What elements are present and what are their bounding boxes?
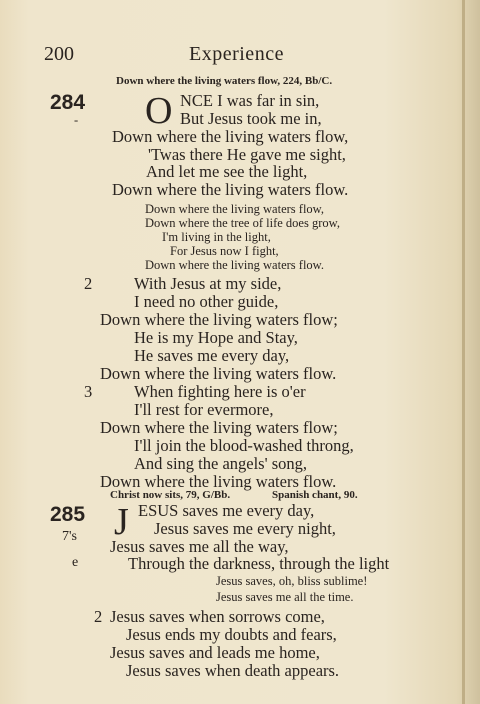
hymn-285-refrain-line2: Jesus saves me all the time. [216,590,354,604]
hymn-285-verse1-line1: ESUS saves me every day, [138,501,315,520]
hymn-285-drop-cap: J [114,501,129,543]
hymn-285-meter: 7's [62,529,77,544]
hymn-284-dash: - [74,113,79,127]
hymn-285-verse2-line1: Jesus saves when sorrows come, [110,607,325,626]
hymn-285-tune-right: Spanish chant, 90. [272,489,358,501]
hymn-284-verse2-line4: He is my Hope and Stay, [134,328,298,347]
hymn-284-verse3-line2: I'll rest for evermore, [134,400,274,419]
hymn-284-verse3-line1: When fighting here is o'er [134,382,306,401]
hymn-284-verse1-line4: 'Twas there He gave me sight, [148,145,346,164]
hymn-285-meter-suffix: e [72,555,79,570]
hymn-284-number: 284 [50,91,86,114]
hymn-284-chorus-line4: For Jesus now I fight, [170,244,279,258]
page-number: 200 [44,43,74,65]
hymn-284-verse3-line5: And sing the angels' song, [134,454,308,473]
hymn-284-chorus-line2: Down where the tree of life does grow, [145,216,340,230]
hymn-285-verse2-line4: Jesus saves when death appears. [126,661,340,680]
hymn-284-verse1-line5: And let me see the light, [146,162,308,181]
page-edge [462,0,465,704]
hymn-285-verse2-line3: Jesus saves and leads me home, [110,643,320,662]
hymn-284-verse1-line3: Down where the living waters flow, [112,127,349,146]
hymn-284-drop-cap: O [145,90,173,132]
hymn-284-chorus-line5: Down where the living waters flow. [145,258,325,272]
hymn-284-verse2-line3: Down where the living waters flow; [100,310,338,329]
hymn-284-tune-line: Down where the living waters flow, 224, Bb/C. [116,75,333,87]
hymn-284-verse2-line5: He saves me every day, [134,346,290,365]
hymn-285-verse1-line3: Jesus saves me all the way, [110,537,289,556]
hymn-285-verse2-number: 2 [94,607,103,626]
hymn-284-verse1-line6: Down where the living waters flow. [112,180,349,199]
hymn-285-verse1-line2: Jesus saves me every night, [154,519,336,538]
hymn-285-verse2-line2: Jesus ends my doubts and fears, [126,625,337,644]
hymn-284-verse3-number: 3 [84,382,93,401]
hymn-284-verse3-line4: I'll join the blood-washed throng, [134,436,354,455]
hymn-284-chorus-line1: Down where the living waters flow, [145,202,325,216]
hymn-284-verse3-line6: Down where the living waters flow. [100,472,337,491]
hymn-284-verse2-number: 2 [84,274,93,293]
hymn-284-verse2-line6: Down where the living waters flow. [100,364,337,383]
hymn-285-tune-left: Christ now sits, 79, G/Bb. [110,489,231,501]
hymn-284-verse1-line1: NCE I was far in sin, [180,91,320,110]
hymn-284-verse1-line2: But Jesus took me in, [180,109,322,128]
hymn-284-verse2-line2: I need no other guide, [134,292,279,311]
hymn-284-verse3-line3: Down where the living waters flow; [100,418,338,437]
hymn-285-number: 285 [50,503,86,526]
hymn-285-refrain-line1: Jesus saves, oh, bliss sublime! [216,574,368,588]
hymn-284-verse2-line1: With Jesus at my side, [134,274,282,293]
hymn-284-chorus-line3: I'm living in the light, [162,230,271,244]
hymn-285-verse1-line4: Through the darkness, through the light [128,554,390,573]
section-title: Experience [189,43,284,65]
